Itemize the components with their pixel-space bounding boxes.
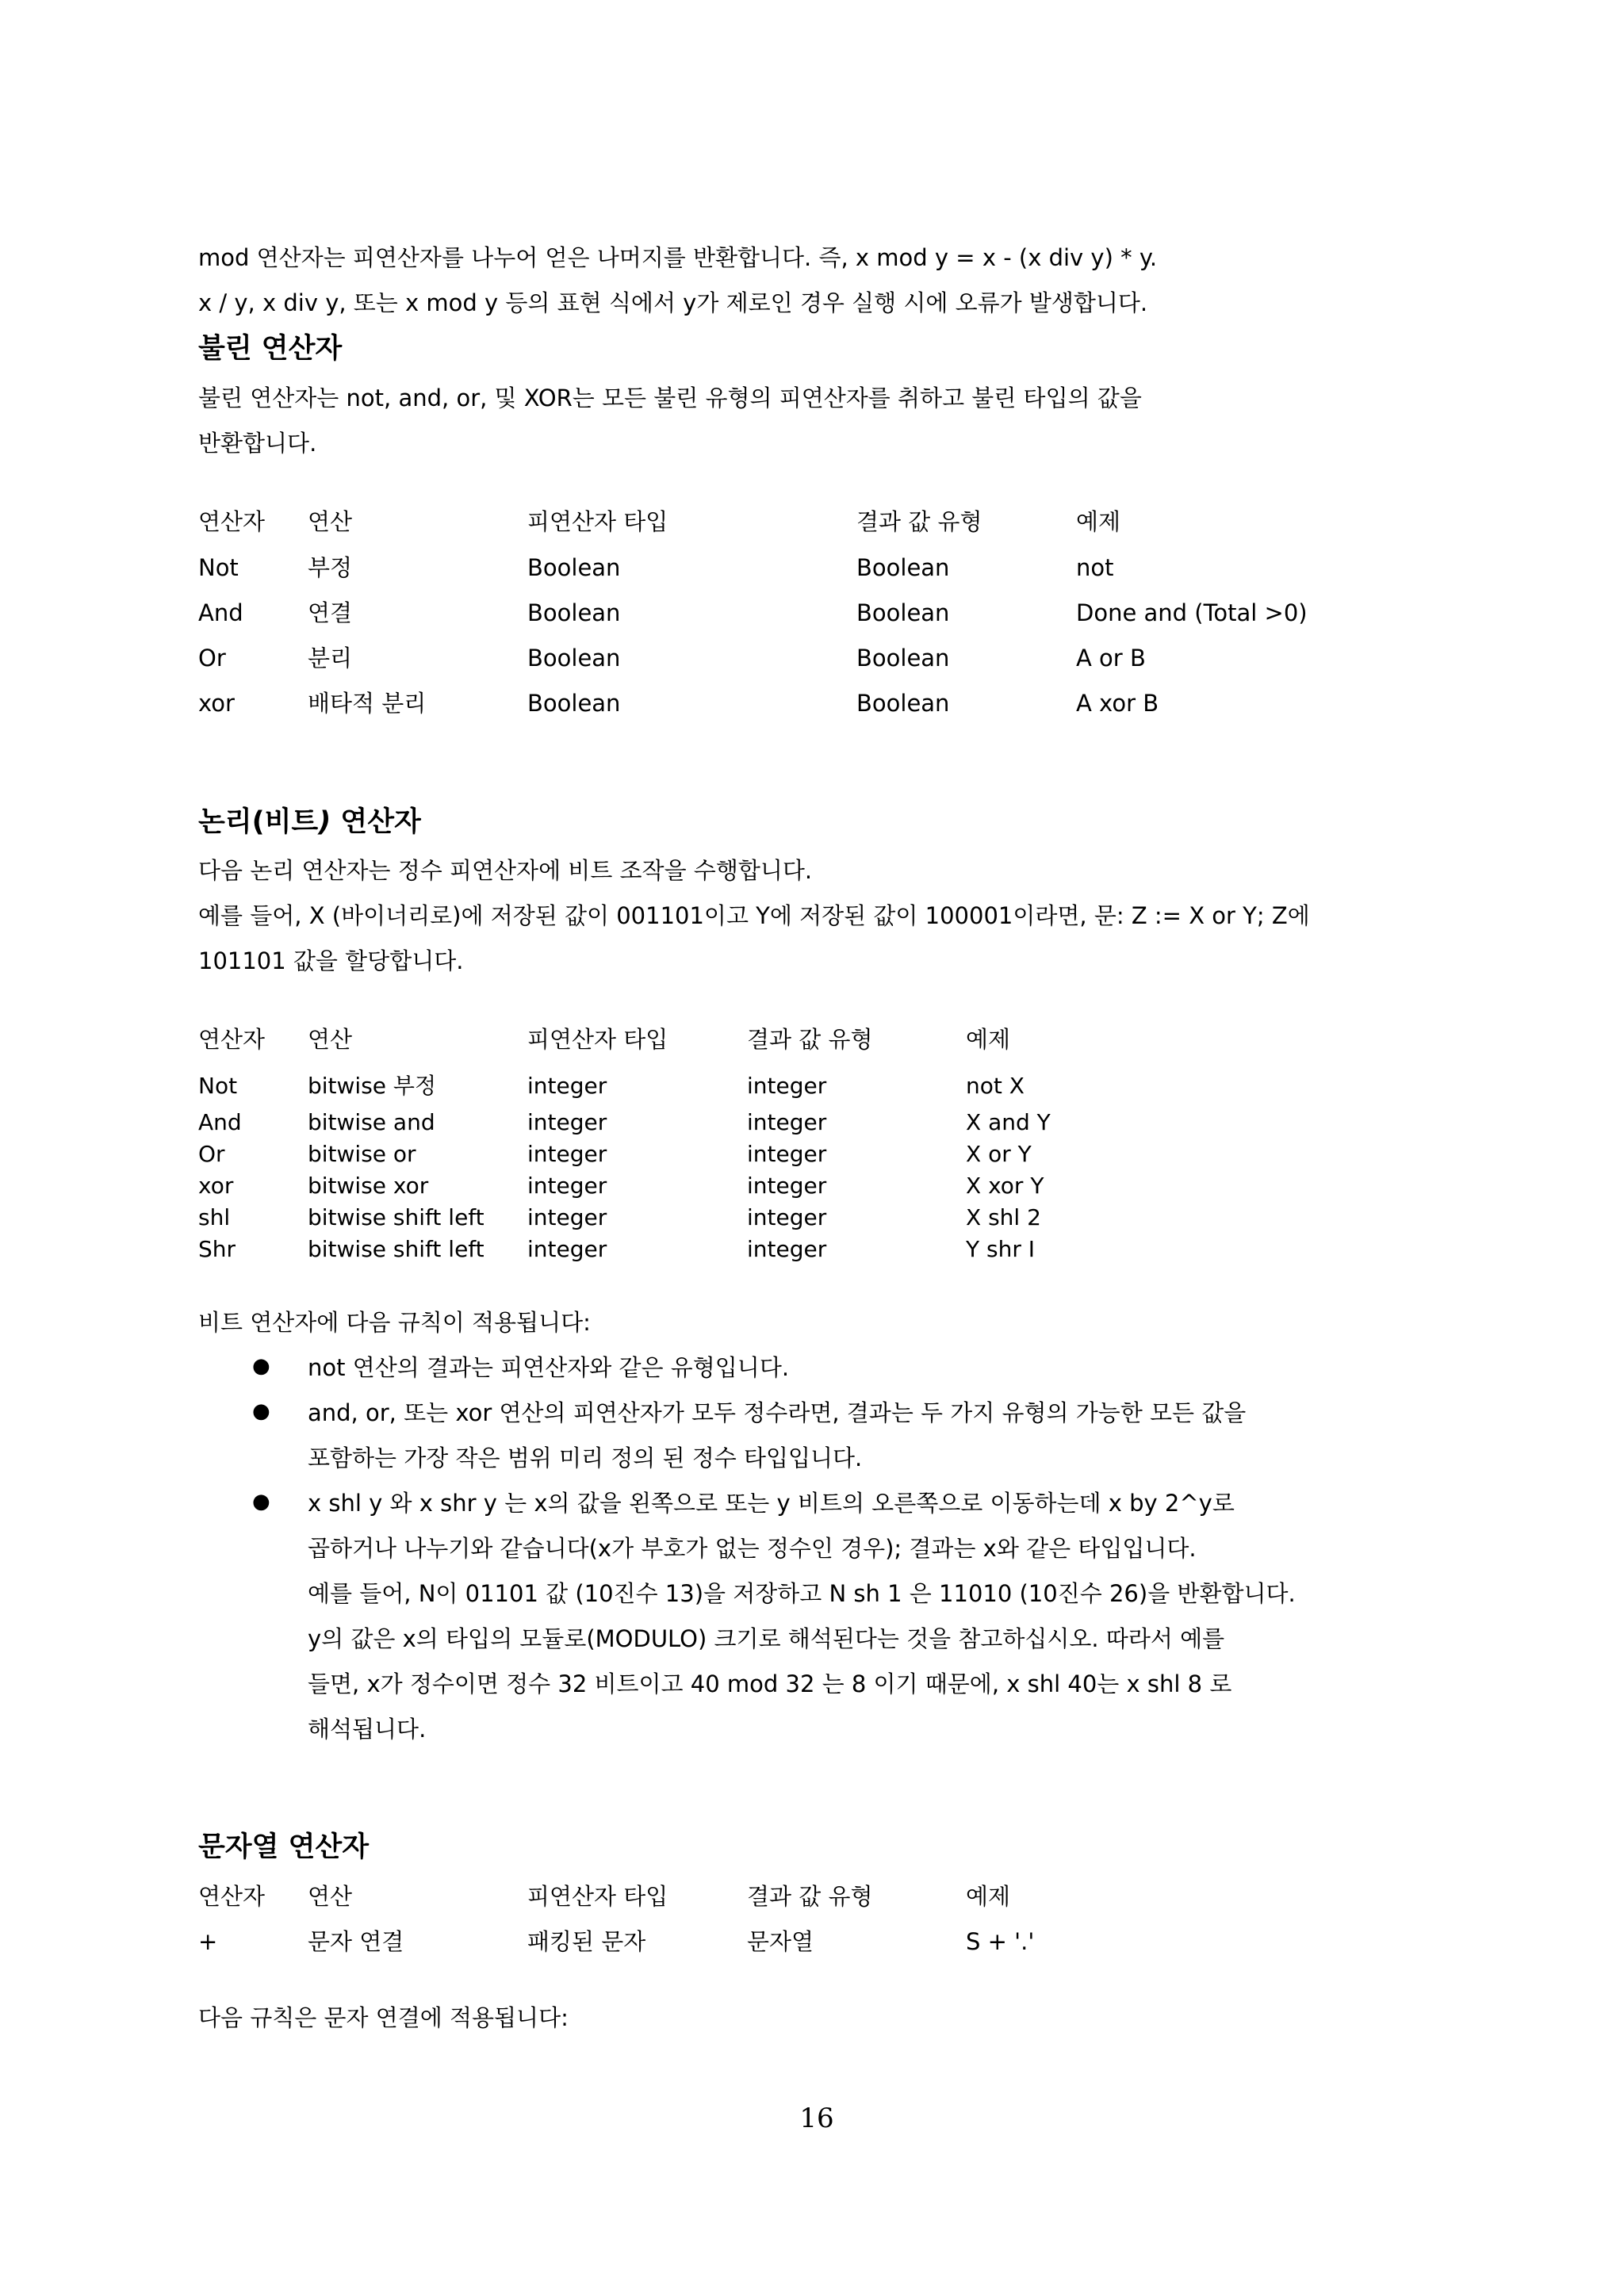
table-cell: Boolean — [856, 690, 950, 717]
table-cell: integer — [527, 1173, 607, 1199]
col-header-operator: 연산자 — [198, 1026, 266, 1053]
table-cell: integer — [747, 1141, 827, 1167]
table-cell: And — [198, 599, 243, 626]
table-cell: integer — [747, 1109, 827, 1135]
table-cell: integer — [527, 1141, 607, 1167]
col-header-operand-type: 피연산자 타입 — [527, 1026, 668, 1053]
table-cell: integer — [527, 1073, 607, 1099]
col-header-result-type: 결과 값 유형 — [856, 508, 982, 535]
table-cell: integer — [527, 1109, 607, 1135]
col-header-operand-type: 피연산자 타입 — [527, 508, 668, 535]
bullet-icon: ● — [252, 1354, 270, 1378]
bitwise-rules-intro: 비트 연산자에 다음 규칙이 적용됩니다: — [198, 1309, 591, 1336]
col-header-example: 예제 — [966, 1026, 1011, 1053]
table-cell: Not — [198, 554, 239, 581]
table-cell: S + '.' — [966, 1928, 1035, 1955]
table-cell: integer — [747, 1204, 827, 1230]
list-item-text: and, or, 또는 xor 연산의 피연산자가 모두 정수라면, 결과는 두 가지 유형의 가능한 모든 값을 — [308, 1399, 1247, 1426]
string-rules-intro: 다음 규칙은 문자 연결에 적용됩니다: — [198, 2004, 569, 2031]
table-cell: integer — [747, 1173, 827, 1199]
bitwise-heading — [198, 805, 421, 840]
table-cell: not X — [966, 1073, 1025, 1099]
table-cell: Boolean — [856, 599, 950, 626]
table-cell: Boolean — [527, 645, 621, 672]
bitwise-heading-part-2: ) — [318, 806, 331, 838]
bitwise-desc-3: 101101 값을 할당합니다. — [198, 947, 464, 974]
table-cell: Boolean — [527, 690, 621, 717]
table-cell: bitwise or — [308, 1141, 416, 1167]
list-item-text: not 연산의 결과는 피연산자와 같은 유형입니다. — [308, 1354, 790, 1381]
table-cell: Boolean — [527, 554, 621, 581]
table-cell: integer — [527, 1204, 607, 1230]
table-cell: bitwise shift left — [308, 1204, 485, 1230]
boolean-desc-2: 반환합니다. — [198, 430, 317, 457]
table-cell: Boolean — [856, 554, 950, 581]
col-header-operand-type: 피연산자 타입 — [527, 1883, 668, 1910]
table-cell: 부정 — [308, 554, 353, 581]
list-item-text: 곱하거나 나누기와 같습니다(x가 부호가 없는 정수인 경우); 결과는 x와 같은 타입입니다. — [308, 1535, 1197, 1562]
bitwise-heading-part-1: 논리(비트 — [198, 806, 319, 838]
list-item-text: 예를 들어, N이 01101 값 (10진수 13)을 저장하고 N sh 1 은 11010 (10진수 26)을 반환합니다. — [308, 1580, 1296, 1607]
table-cell: X shl 2 — [966, 1204, 1041, 1230]
col-header-operation: 연산 — [308, 1883, 353, 1910]
table-cell: integer — [747, 1073, 827, 1099]
table-cell: 분리 — [308, 645, 353, 672]
bitwise-desc-1: 다음 논리 연산자는 정수 피연산자에 비트 조작을 수행합니다. — [198, 857, 813, 884]
table-cell: A xor B — [1076, 690, 1159, 717]
intro-line-2: x / y, x div y, 또는 x mod y 등의 표현 식에서 y가 제로인 경우 실행 시에 오류가 발생합니다. — [198, 289, 1148, 316]
table-cell: X or Y — [966, 1141, 1032, 1167]
table-cell: not — [1076, 554, 1114, 581]
col-header-result-type: 결과 값 유형 — [747, 1883, 873, 1910]
table-cell: A or B — [1076, 645, 1146, 672]
table-cell: Shr — [198, 1236, 236, 1262]
boolean-desc-1: 불린 연산자는 not, and, or, 및 XOR는 모든 불린 유형의 피연산자를 취하고 불린 타입의 값을 — [198, 385, 1142, 411]
table-cell: Or — [198, 1141, 225, 1167]
table-cell: bitwise and — [308, 1109, 435, 1135]
table-cell: Boolean — [527, 599, 621, 626]
table-cell: Not — [198, 1073, 238, 1099]
list-item-text: 들면, x가 정수이면 정수 32 비트이고 40 mod 32 는 8 이기 때문에, x shl 40는 x shl 8 로 — [308, 1670, 1232, 1697]
col-header-example: 예제 — [1076, 508, 1121, 535]
table-cell: X and Y — [966, 1109, 1051, 1135]
col-header-example: 예제 — [966, 1883, 1011, 1910]
col-header-operation: 연산 — [308, 508, 353, 535]
bullet-icon: ● — [252, 1490, 270, 1513]
bullet-icon: ● — [252, 1399, 270, 1423]
table-cell: + — [198, 1928, 218, 1955]
table-cell: 문자열 — [747, 1928, 814, 1955]
table-cell: X xor Y — [966, 1173, 1044, 1199]
list-item-text: 포함하는 가장 작은 범위 미리 정의 된 정수 타입입니다. — [308, 1445, 863, 1471]
list-item-text: x shl y 와 x shr y 는 x의 값을 왼쪽으로 또는 y 비트의 오른쪽으로 이동하는데 x by 2^y로 — [308, 1490, 1235, 1517]
table-cell: Y shr I — [966, 1236, 1036, 1262]
table-cell: bitwise shift left — [308, 1236, 485, 1262]
table-cell: 배타적 분리 — [308, 690, 427, 717]
col-header-operation: 연산 — [308, 1026, 353, 1053]
table-cell: 연결 — [308, 599, 353, 626]
table-cell: bitwise 부정 — [308, 1073, 437, 1099]
table-cell: And — [198, 1109, 242, 1135]
table-cell: xor — [198, 1173, 234, 1199]
table-cell: Or — [198, 645, 226, 672]
list-item-text: y의 값은 x의 타입의 모듈로(MODULO) 크기로 해석된다는 것을 참고하십시오. 따라서 예를 — [308, 1625, 1225, 1652]
table-cell: xor — [198, 690, 235, 717]
col-header-operator: 연산자 — [198, 1883, 266, 1910]
bitwise-heading-part-3: 연산자 — [331, 806, 421, 838]
table-cell: Done and (Total >0) — [1076, 599, 1308, 626]
table-cell: integer — [527, 1236, 607, 1262]
boolean-heading: 불린 연산자 — [198, 333, 343, 365]
table-cell: shl — [198, 1204, 231, 1230]
table-cell: Boolean — [856, 645, 950, 672]
string-heading: 문자열 연산자 — [198, 1831, 370, 1863]
bitwise-desc-2: 예를 들어, X (바이너리로)에 저장된 값이 001101이고 Y에 저장된 값이 100001이라면, 문: Z := X or Y; Z에 — [198, 902, 1310, 929]
list-item-text: 해석됩니다. — [308, 1716, 427, 1743]
page-number: 16 — [799, 2103, 834, 2134]
table-cell: integer — [747, 1236, 827, 1262]
table-cell: bitwise xor — [308, 1173, 429, 1199]
table-cell: 문자 연결 — [308, 1928, 404, 1955]
col-header-operator: 연산자 — [198, 508, 266, 535]
col-header-result-type: 결과 값 유형 — [747, 1026, 873, 1053]
intro-line-1: mod 연산자는 피연산자를 나누어 얻은 나머지를 반환합니다. 즉, x mod y = x - (x div y) * y. — [198, 244, 1158, 271]
table-cell: 패킹된 문자 — [527, 1928, 646, 1955]
